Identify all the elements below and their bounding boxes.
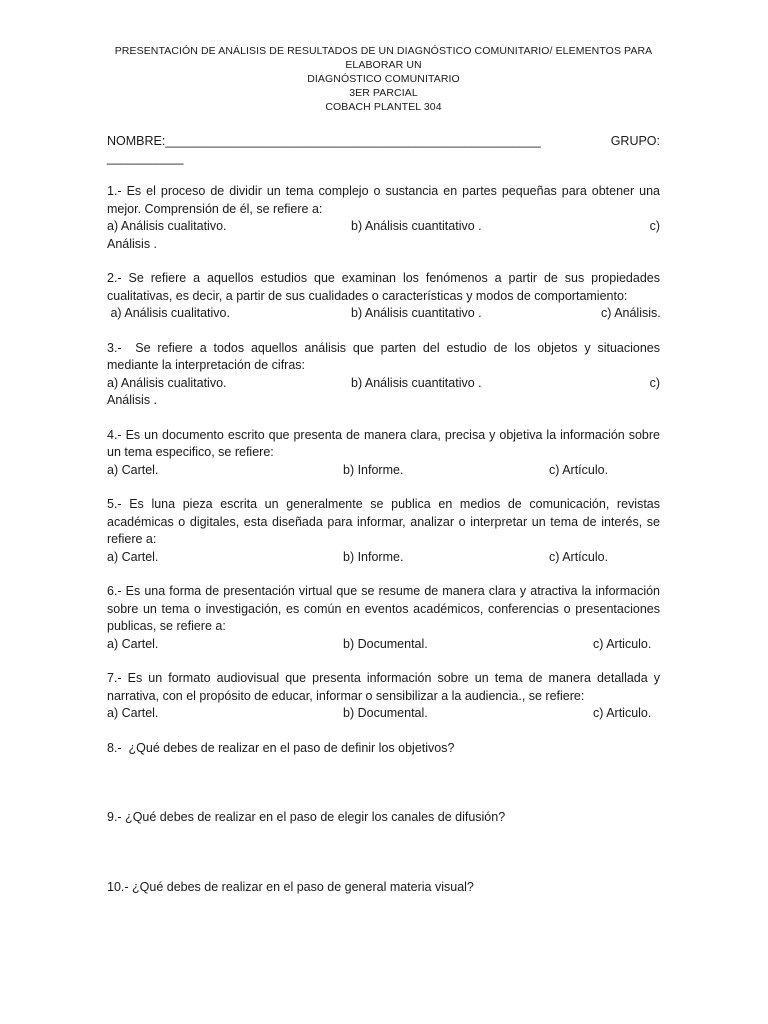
option-a: a) Cartel. bbox=[107, 462, 159, 477]
options-row bbox=[107, 549, 660, 567]
options-row bbox=[107, 636, 660, 654]
option-c: c) bbox=[649, 219, 660, 233]
question-1 bbox=[107, 183, 660, 253]
header-school: COBACH PLANTEL 304 bbox=[325, 101, 442, 113]
header-partial: 3ER PARCIAL bbox=[349, 87, 418, 99]
option-c: c) Artículo. bbox=[549, 549, 609, 564]
nombre-field: NOMBRE:______________________________________________________ bbox=[107, 134, 541, 148]
option-a: a) Análisis cualitativo. bbox=[107, 306, 230, 320]
option-c: c) Análisis. bbox=[601, 306, 661, 320]
option-a: a) Cartel. bbox=[107, 549, 159, 564]
option-a: a) Análisis cualitativo. bbox=[107, 219, 227, 233]
question-text: 2.- Se refiere a aquellos estudios que examinan los fenómenos a partir de sus propiedades cualitativas, es decir, a partir de sus cualidades o características y modos de comportamiento: bbox=[107, 271, 660, 303]
student-info-row bbox=[107, 133, 660, 167]
option-b: b) Informe. bbox=[343, 549, 404, 564]
grupo-label: GRUPO: bbox=[610, 134, 660, 148]
header-title-line-2: DIAGNÓSTICO COMUNITARIO bbox=[307, 73, 460, 85]
option-c: c) bbox=[649, 375, 660, 390]
question-text: 6.- Es una forma de presentación virtual que se resume de manera clara y atractiva la información sobre un tema o investigación, es común en eventos académicos, conferencias o presentaciones publicas, se refiere a: bbox=[107, 584, 660, 633]
open-question-text: 10.- ¿Qué debes de realizar en el paso de general materia visual? bbox=[107, 879, 474, 894]
question-10 bbox=[107, 879, 660, 897]
question-text: 3.- Se refiere a todos aquellos análisis que parten del estudio de los objetos y situaciones mediante la interpretación de cifras: bbox=[107, 340, 664, 372]
option-b: b) Análisis cuantitativo . bbox=[351, 375, 482, 390]
options-row bbox=[107, 305, 660, 323]
option-a: a) Cartel. bbox=[107, 636, 159, 651]
exam-page bbox=[107, 44, 664, 896]
option-b: b) Análisis cuantitativo . bbox=[351, 306, 482, 320]
option-a: a) Cartel. bbox=[107, 706, 159, 720]
options-row bbox=[107, 375, 660, 393]
question-5 bbox=[107, 496, 660, 566]
option-c-continued: Análisis . bbox=[107, 236, 158, 251]
open-question-text: 8.- ¿Qué debes de realizar en el paso de definir los objetivos? bbox=[107, 740, 455, 755]
grupo-field: ___________ bbox=[107, 151, 184, 165]
question-6 bbox=[107, 583, 660, 653]
option-c: c) Articulo. bbox=[593, 636, 652, 651]
options-row bbox=[107, 218, 660, 236]
question-7 bbox=[107, 670, 660, 723]
option-c-continued: Análisis . bbox=[107, 393, 158, 407]
option-c: c) Artículo. bbox=[549, 462, 609, 477]
header-title-line-1: PRESENTACIÓN DE ANÁLISIS DE RESULTADOS DE UN DIAGNÓSTICO COMUNITARIO/ ELEMENTOS PARA ELABORAR UN bbox=[114, 45, 653, 71]
question-text: 5.- Es luna pieza escrita un generalmente se publica en medios de comunicación, revistas académicas o digitales, esta diseñada para informar, analizar o interpretar un tema de interés, se refiere a: bbox=[107, 497, 660, 546]
options-row bbox=[107, 705, 660, 723]
option-c: c) Articulo. bbox=[593, 706, 652, 720]
exam-header bbox=[107, 44, 660, 114]
question-4 bbox=[107, 427, 660, 480]
option-b: b) Informe. bbox=[343, 462, 404, 477]
option-b: b) Análisis cuantitativo . bbox=[351, 219, 482, 233]
option-b: b) Documental. bbox=[343, 636, 428, 651]
question-text: 1.- Es el proceso de dividir un tema complejo o sustancia en partes pequeñas para obtener una mejor. Comprensión de él, se refiere a: bbox=[107, 184, 660, 216]
options-row bbox=[107, 462, 660, 480]
question-8 bbox=[107, 740, 660, 758]
question-3 bbox=[107, 340, 664, 410]
question-text: 7.- Es un formato audiovisual que presenta información sobre un tema de manera detallada y narrativa, con el propósito de educar, informar o sensibilizar a la audiencia., se refiere: bbox=[107, 671, 660, 703]
option-a: a) Análisis cualitativo. bbox=[107, 375, 227, 390]
question-9 bbox=[107, 809, 660, 827]
question-2 bbox=[107, 270, 660, 323]
question-text: 4.- Es un documento escrito que presenta de manera clara, precisa y objetiva la información sobre un tema especifico, se refiere: bbox=[107, 427, 660, 459]
option-b: b) Documental. bbox=[343, 706, 428, 720]
open-question-text: 9.- ¿Qué debes de realizar en el paso de elegir los canales de difusión? bbox=[107, 810, 506, 824]
